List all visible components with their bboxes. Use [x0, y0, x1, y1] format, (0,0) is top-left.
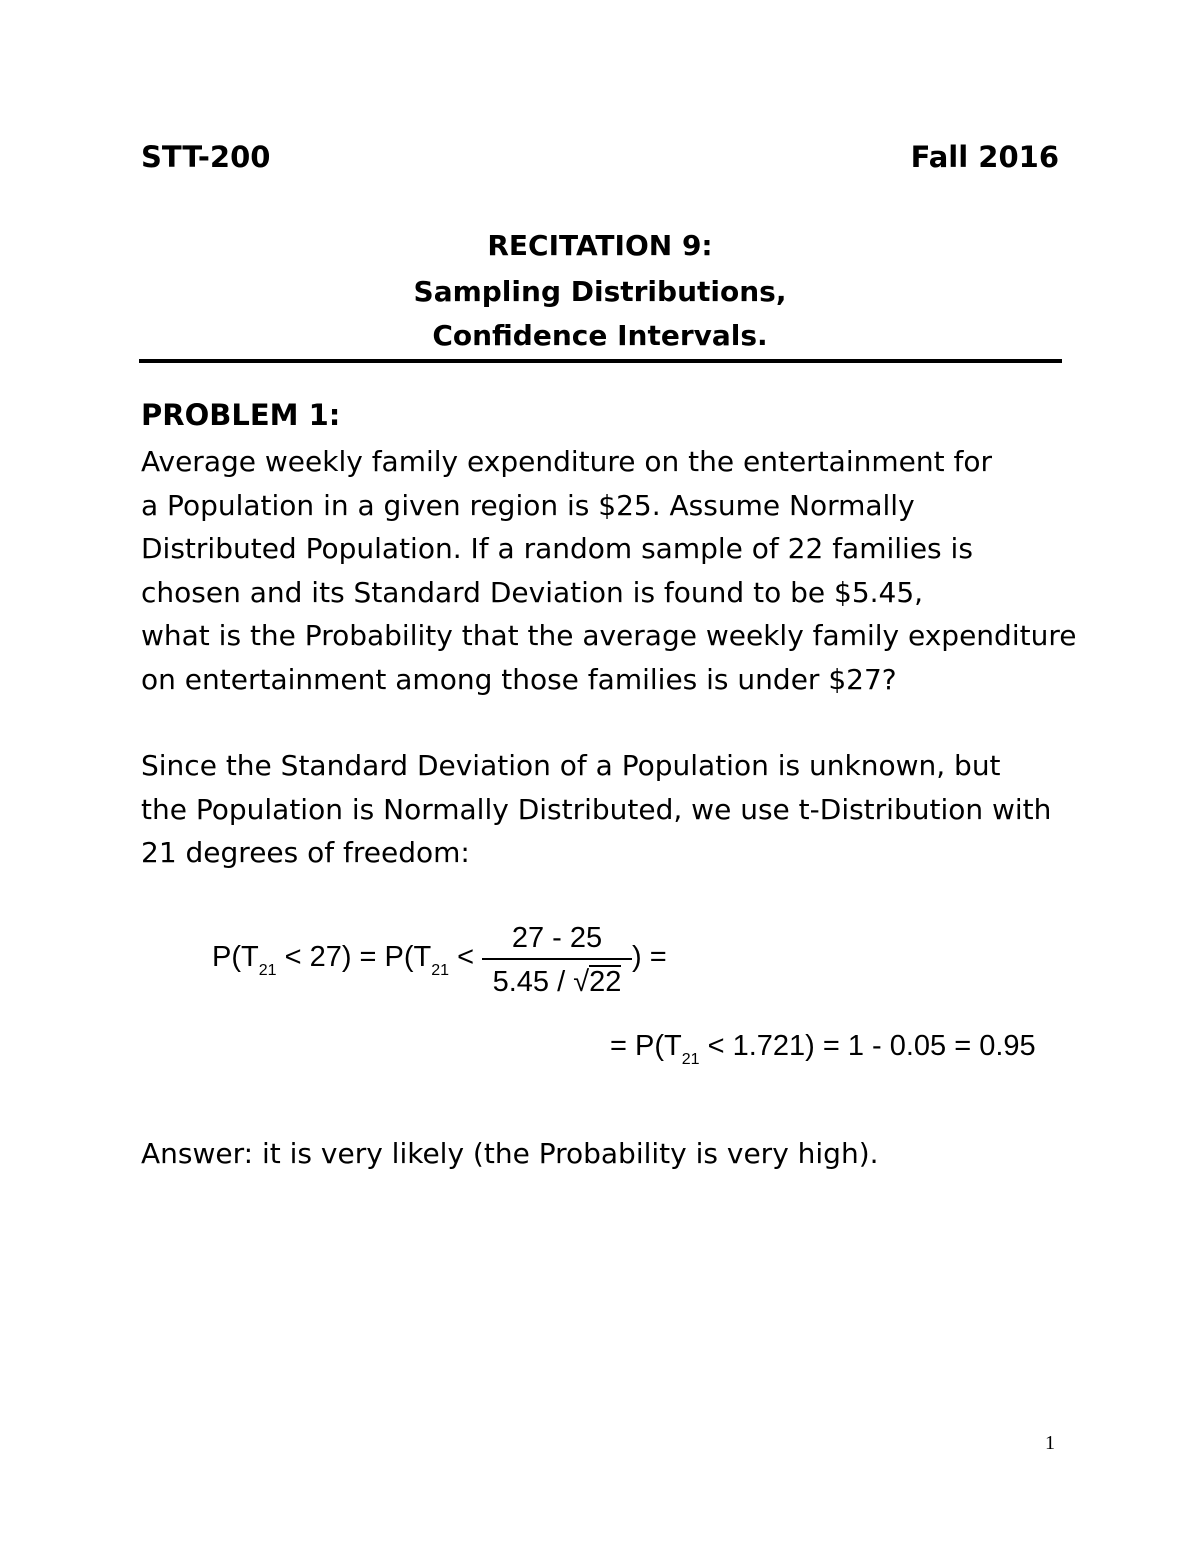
course-code: STT-200 [141, 140, 271, 174]
fraction-bar [482, 958, 632, 960]
square-root [573, 964, 621, 1000]
page-number: 1 [1045, 1432, 1055, 1454]
eq-text: = P(T [610, 1030, 682, 1062]
fraction-denominator [482, 964, 632, 1000]
eq-text: 5.45 / [492, 966, 574, 998]
recitation-title: RECITATION 9: [487, 229, 713, 262]
statement-line: Average weekly family expenditure on the entertainment for [141, 445, 992, 478]
explanation-line: Since the Standard Deviation of a Population is unknown, but [141, 749, 1001, 782]
problem-heading: PROBLEM 1: [141, 398, 341, 432]
statement-line: what is the Probability that the average weekly family expenditure [141, 619, 1077, 652]
eq-subscript: 21 [258, 962, 277, 979]
title-topic-2: Confidence Intervals. [432, 319, 768, 352]
explanation-line: the Population is Normally Distributed, we use t-Distribution with [141, 792, 1052, 826]
sqrt-sign: √ [573, 966, 590, 998]
equation-1-left [212, 941, 475, 979]
solution-explanation [141, 744, 1051, 875]
explanation-line: 21 degrees of freedom: [141, 836, 470, 869]
title-topic-1: Sampling Distributions, [413, 275, 787, 308]
eq-text: P(T [212, 941, 259, 973]
statement-line: Distributed Population. If a random sample of 22 families is [141, 532, 973, 565]
title-divider [139, 359, 1062, 363]
eq-text: < 1.721) = 1 - 0.05 = 0.95 [699, 1030, 1036, 1062]
term-label: Fall 2016 [910, 140, 1059, 174]
sqrt-argument: 22 [589, 966, 622, 998]
problem-statement [141, 440, 1076, 701]
equation-2 [610, 1030, 1036, 1068]
eq-text: < [449, 941, 475, 973]
statement-line: on entertainment among those families is under $27? [141, 662, 897, 696]
eq-text: < 27) = P(T [276, 941, 432, 973]
fraction-numerator: 27 - 25 [511, 922, 603, 954]
equation-1-right: ) = [632, 941, 667, 973]
statement-line: chosen and its Standard Deviation is found to be $5.45, [141, 575, 924, 609]
eq-subscript: 21 [431, 962, 450, 979]
answer-text: Answer: it is very likely (the Probability is very high). [141, 1137, 879, 1170]
equation-1-fraction [482, 920, 632, 1000]
eq-subscript: 21 [681, 1051, 700, 1068]
statement-line: a Population in a given region is $25. Assume Normally [141, 488, 915, 522]
